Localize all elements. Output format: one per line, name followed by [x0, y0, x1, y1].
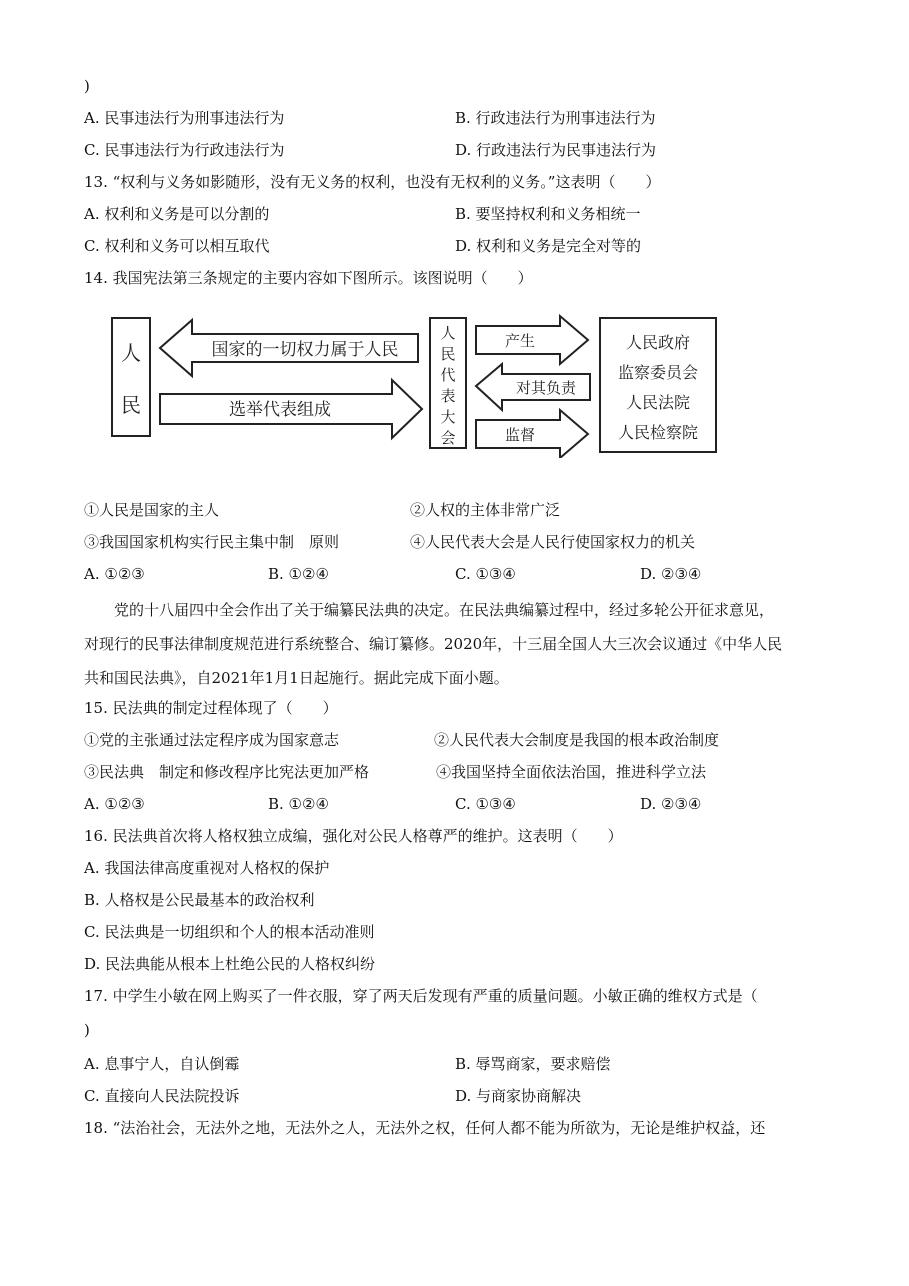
q18-stem: 18. “法治社会，无法外之地，无法外之人，无法外之权，任何人都不能为所欲为，无论是维护权益，还	[84, 1119, 766, 1137]
q16-option-a: A. 我国法律高度重视对人格权的保护	[84, 859, 330, 877]
passage-line-3: 共和国民法典》，自2021年1月1日起施行。据此完成下面小题。	[84, 669, 509, 687]
q16-stem: 16. 民法典首次将人格权独立成编，强化对公民人格尊严的维护。这表明（ ）	[84, 827, 623, 845]
q17-tail: )	[84, 1021, 90, 1039]
q16-option-b: B. 人格权是公民最基本的政治权利	[84, 891, 315, 909]
q15-statement-4: ④我国坚持全面依法治国，推进科学立法	[436, 763, 707, 781]
q17-stem: 17. 中学生小敏在网上购买了一件衣服，穿了两天后发现有严重的质量问题。小敏正确的维权方式是（	[84, 987, 758, 1005]
q13-stem: 13. “权利与义务如影随形，没有无义务的权利，也没有无权利的义务。”这表明（ ）	[84, 173, 661, 191]
arrow-supervise-label: 监督	[504, 426, 536, 444]
constitution-article3-diagram	[100, 308, 720, 458]
q15-option-d: D. ②③④	[640, 795, 702, 813]
q17-option-b: B. 辱骂商家，要求赔偿	[455, 1055, 611, 1073]
q14-statement-3: ③我国国家机构实行民主集中制 原则	[84, 533, 340, 551]
q12-option-a: A. 民事违法行为刑事违法行为	[84, 109, 285, 127]
q16-option-c: C. 民法典是一切组织和个人的根本活动准则	[84, 923, 375, 941]
q12-tail: )	[84, 77, 90, 95]
passage-line-1: 党的十八届四中全会作出了关于编纂民法典的决定。在民法典编纂过程中，经过多轮公开征求意见，	[114, 601, 775, 619]
q16-option-d: D. 民法典能从根本上杜绝公民的人格权纠纷	[84, 955, 376, 973]
q13-option-c: C. 权利和义务可以相互取代	[84, 237, 270, 255]
q15-option-b: B. ①②④	[268, 795, 329, 813]
q14-statement-4: ④人民代表大会是人民行使国家权力的机关	[410, 533, 696, 551]
q15-statement-1: ①党的主张通过法定程序成为国家意志	[84, 731, 340, 749]
q17-option-c: C. 直接向人民法院投诉	[84, 1087, 240, 1105]
q12-option-d: D. 行政违法行为民事违法行为	[455, 141, 657, 159]
congress-char-6: 会	[440, 429, 456, 447]
q13-option-b: B. 要坚持权利和义务相统一	[455, 205, 641, 223]
people-box	[112, 318, 150, 436]
arrow-elect-representatives-label: 选举代表组成	[229, 400, 331, 420]
organ-court: 人民法院	[625, 393, 691, 412]
q13-option-a: A. 权利和义务是可以分割的	[84, 205, 270, 223]
q17-option-d: D. 与商家协商解决	[455, 1087, 582, 1105]
q14-option-b: B. ①②④	[268, 565, 329, 583]
q14-stem: 14. 我国宪法第三条规定的主要内容如下图所示。该图说明（ ）	[84, 269, 533, 287]
congress-char-4: 表	[440, 387, 456, 405]
q14-statement-1: ①人民是国家的主人	[84, 501, 220, 519]
q14-option-d: D. ②③④	[640, 565, 702, 583]
q12-option-c: C. 民事违法行为行政违法行为	[84, 141, 285, 159]
organ-government: 人民政府	[625, 333, 691, 352]
passage-line-2: 对现行的民事法律制度规范进行系统整合、编订纂修。2020年，十三届全国人大三次会议通过《中华人民	[84, 635, 783, 653]
q14-option-c: C. ①③④	[455, 565, 516, 583]
q14-option-a: A. ①②③	[84, 565, 145, 583]
q14-statement-2: ②人权的主体非常广泛	[410, 501, 561, 519]
arrow-responsible-label: 对其负责	[515, 379, 577, 397]
q15-statement-2: ②人民代表大会制度是我国的根本政治制度	[434, 731, 720, 749]
congress-char-5: 大	[440, 408, 456, 426]
arrow-produce-label: 产生	[504, 332, 536, 350]
q17-option-a: A. 息事宁人，自认倒霉	[84, 1055, 240, 1073]
arrow-power-belongs-label: 国家的一切权力属于人民	[211, 340, 399, 360]
organ-supervisory-commission: 监察委员会	[617, 363, 699, 382]
q15-option-c: C. ①③④	[455, 795, 516, 813]
q13-option-d: D. 权利和义务是完全对等的	[455, 237, 642, 255]
congress-char-3: 代	[440, 366, 456, 384]
q15-statement-3: ③民法典 制定和修改程序比宪法更加严格	[84, 763, 370, 781]
q15-stem: 15. 民法典的制定过程体现了（ ）	[84, 699, 338, 717]
q12-option-b: B. 行政违法行为刑事违法行为	[455, 109, 656, 127]
people-char-2: 民	[121, 393, 141, 417]
congress-char-1: 人	[440, 324, 456, 342]
organ-procuratorate: 人民检察院	[617, 423, 699, 442]
people-char-1: 人	[121, 341, 141, 365]
congress-char-2: 民	[440, 345, 456, 363]
q15-option-a: A. ①②③	[84, 795, 145, 813]
